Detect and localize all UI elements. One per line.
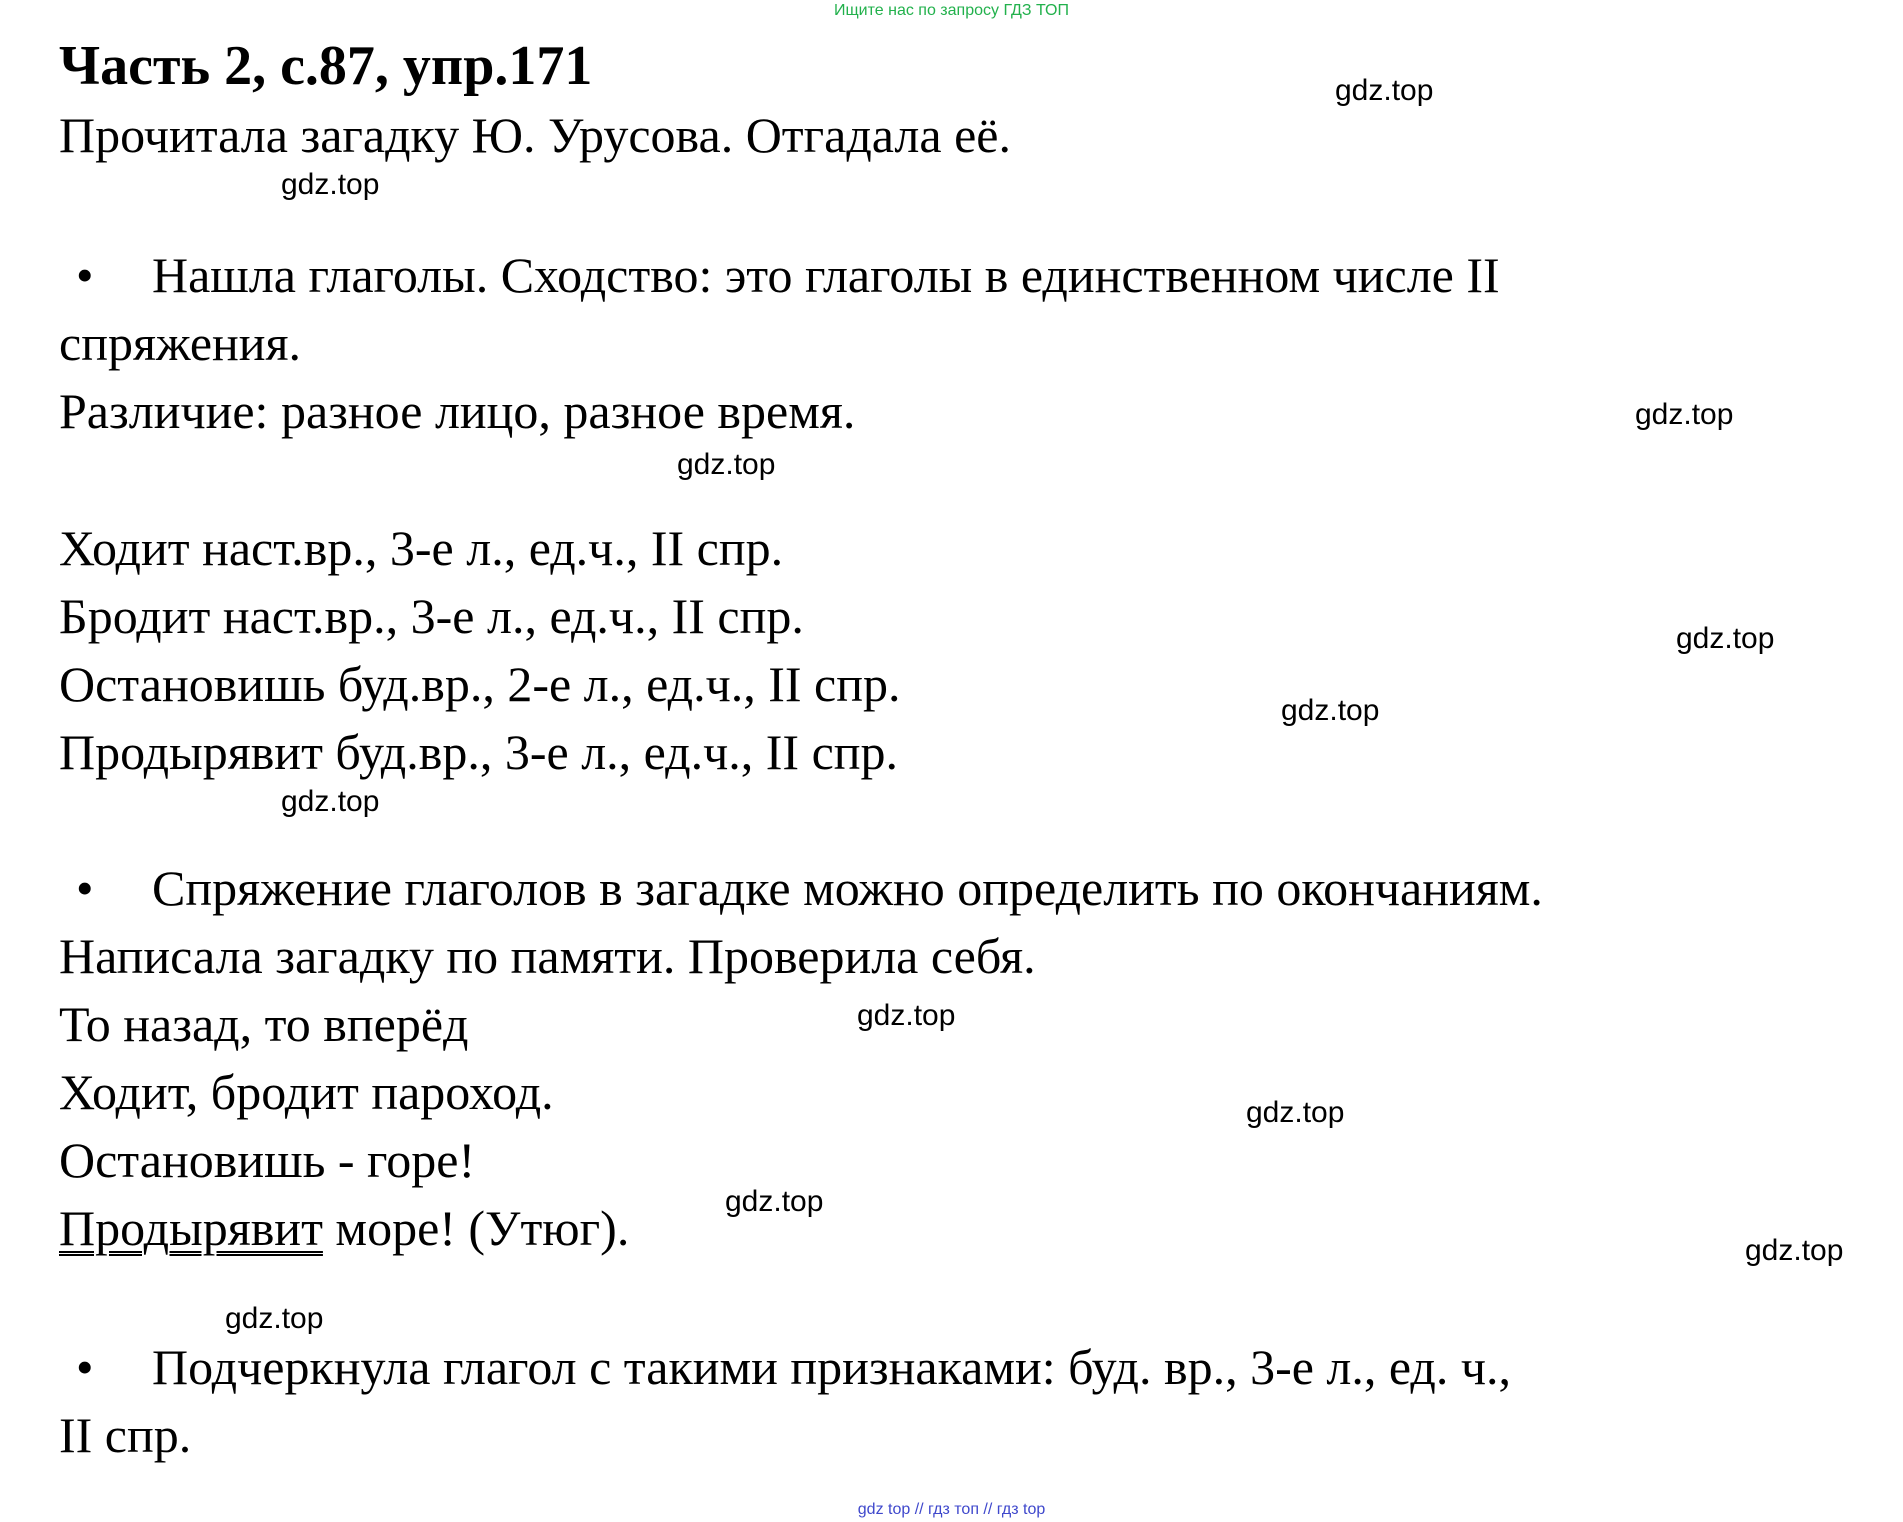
riddle-line-4 bbox=[59, 1198, 629, 1258]
verb-line-1: Ходит наст.вр., 3-е л., ед.ч., II спр. bbox=[59, 520, 784, 576]
bullet-3-continuation: II спр. bbox=[59, 1407, 192, 1463]
bullet-3-text: Подчеркнула глагол с такими признаками: буд. вр., 3-е л., ед. ч., bbox=[152, 1339, 1511, 1395]
watermark: gdz.top bbox=[1335, 74, 1434, 107]
riddle-line-2: Ходит, бродит пароход. bbox=[59, 1064, 554, 1120]
verb-line-4: Продырявит буд.вр., 3-е л., ед.ч., II спр. bbox=[59, 724, 899, 780]
watermark: gdz.top bbox=[677, 448, 776, 481]
watermark: gdz.top bbox=[281, 168, 380, 201]
watermark: gdz.top bbox=[725, 1185, 824, 1218]
bullet-1-continuation: спряжения. bbox=[59, 315, 302, 371]
watermark: gdz.top bbox=[1635, 398, 1734, 431]
watermark: gdz.top bbox=[1745, 1234, 1844, 1267]
top-banner: Ищите нас по запросу ГДЗ ТОП bbox=[834, 2, 1069, 19]
bullet-icon: • bbox=[76, 860, 94, 916]
intro-line: Прочитала загадку Ю. Урусова. Отгадала её. bbox=[59, 107, 1011, 163]
bullet-2-text: Спряжение глаголов в загадке можно определить по окончаниям. bbox=[152, 860, 1543, 916]
bullet-icon: • bbox=[76, 1339, 94, 1395]
watermark: gdz.top bbox=[857, 999, 956, 1032]
riddle-line-3: Остановишь - горе! bbox=[59, 1132, 476, 1188]
verb-line-3: Остановишь буд.вр., 2-е л., ед.ч., II спр. bbox=[59, 656, 901, 712]
bullet-icon: • bbox=[76, 247, 94, 303]
wrote-line: Написала загадку по памяти. Проверила себя. bbox=[59, 928, 1036, 984]
difference-line: Различие: разное лицо, разное время. bbox=[59, 383, 856, 439]
verb-line-2: Бродит наст.вр., 3-е л., ед.ч., II спр. bbox=[59, 588, 804, 644]
underlined-verb: Продырявит bbox=[59, 1200, 323, 1256]
bullet-1-text: Нашла глаголы. Сходство: это глаголы в единственном числе II bbox=[152, 247, 1500, 303]
watermark: gdz.top bbox=[225, 1302, 324, 1335]
watermark: gdz.top bbox=[1281, 694, 1380, 727]
watermark: gdz.top bbox=[1246, 1096, 1345, 1129]
page-title: Часть 2, с.87, упр.171 bbox=[59, 35, 593, 97]
riddle-line-4-rest: море! (Утюг). bbox=[322, 1200, 630, 1256]
footer-watermark: gdz top // гдз топ // гдз top bbox=[857, 1501, 1046, 1518]
watermark: gdz.top bbox=[1676, 622, 1775, 655]
riddle-line-1: То назад, то вперёд bbox=[59, 996, 469, 1052]
watermark: gdz.top bbox=[281, 785, 380, 818]
